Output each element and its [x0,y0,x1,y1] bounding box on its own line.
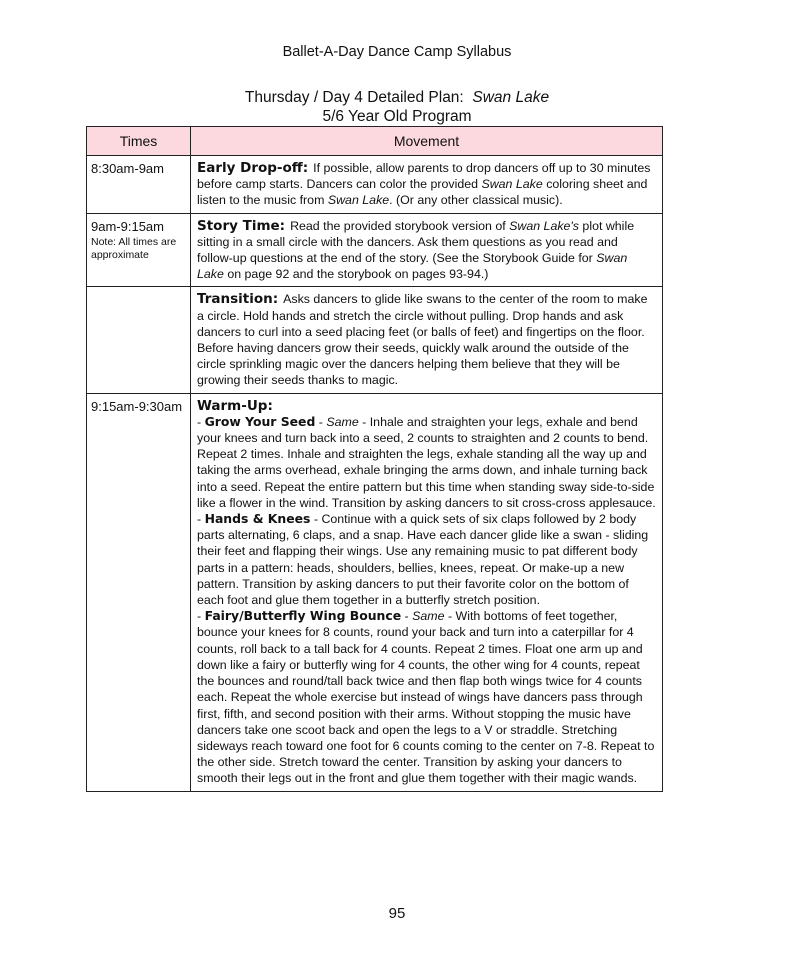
plan-title-ballet: Swan Lake [472,89,550,106]
time-cell [87,156,191,214]
body-text: . (Or any other classical music). [389,193,563,208]
section-title: Warm-Up: [197,397,273,414]
table-header-row [87,127,663,156]
time-cell [87,393,191,791]
body-text: plot while sitting in a small circle with the dancers. Ask them questions as you read and follow-up questions at the end of the story. (See the Storybook Guide for [197,218,635,266]
page-number: 95 [388,905,406,922]
warmup-exercise: - Grow Your Seed - Same - Inhale and straighten your legs, exhale and bend your knees and turn back into a seed, 2 counts to straighten and 2 counts to bend. Repeat 2 times. Inhale and straighten the legs, exhale standing all the way up and taking the arms overhead, exhale bringing the arms down, and inhale turning back into a seed. Repeat the entire pattern but this time when standing sway side-to-side like a flower in the wind. Transition by asking dancers to sit cross-cross applesauce. [197,413,656,510]
table-row [87,213,663,287]
italic-title-text: Swan Lake's [509,218,579,233]
movement-cell [191,213,663,287]
table-row [87,156,663,214]
exercise-text: Continue with a quick sets of six claps followed by 2 body parts alternating, 6 claps, and a snap. Have each dancer glide like a swan - sliding their feet and flapping their wings. Use any remaining music to pat different body parts in a pattern: heads, shoulders, bellies, knees, repeat. Or make-up a new pattern. Transition by asking dancers to put their favorite color on the bottom of each foot and glue them together in a butterfly stretch position. [197,512,649,608]
movement-cell [191,156,663,214]
table-row [87,287,663,393]
time-cell [87,213,191,287]
section-title: Early Drop-off: [197,160,309,176]
exercise-text: Inhale and straighten your legs, exhale and bend your knees and turn back into a seed, 2 counts to straighten and 2 counts to bend. Repeat 2 times. Inhale and straighten the legs, exhale standing all the way up and taking the arms overhead, exhale bringing the arms down, and inhale turning back into a seed. Repeat the entire pattern but this time when standing sway side-to-side like a flower in the wind. Transition by asking dancers to sit cross-cross applesauce. [197,414,656,510]
movement-cell [191,393,663,791]
column-header-times: Times [87,127,191,156]
section-title: Story Time: [197,217,286,234]
program-title: 5/6 Year Old Program [322,108,472,125]
exercise-name: Grow Your Seed [204,413,316,429]
italic-title-text: Swan Lake [481,177,543,192]
music-note: Same [326,414,359,429]
italic-title-text: Swan Lake [197,251,628,282]
music-note: Same [412,609,445,624]
document-title: Ballet-A-Day Dance Camp Syllabus [282,44,512,60]
exercise-name: Fairy/Butterfly Wing Bounce [204,608,402,624]
time-note: Note: All times are approximate [91,235,177,261]
body-text: coloring sheet and listen to the music from [197,177,648,208]
italic-title-text: Swan Lake [327,193,390,208]
time-cell [87,287,191,393]
warmup-exercise: - Hands & Knees - Continue with a quick sets of six claps followed by 2 body parts alternating, 6 claps, and a snap. Have each dancer glide like a swan - sliding their feet and flapping their wings. Use any remaining music to pat different body parts in a pattern: heads, shoulders, bellies, knees, repeat. Or make-up a new pattern. Transition by asking dancers to put their favorite color on the bottom of each foot and glue them together in a butterfly stretch position. [197,511,649,608]
time-range: 8:30am-9am [91,161,164,176]
column-header-movement: Movement [191,127,663,156]
schedule-table [86,126,663,792]
warmup-exercise: - Fairy/Butterfly Wing Bounce - Same - With bottoms of feet together, bounce your knees for 8 counts, round your back and turn into a caterpillar for 4 counts, roll back to a tall back for 4 counts. Repeat 2 times. Float one arm up and down like a fairy or butterfly wing for 4 counts, the other wing for 4 counts, repeat the bounces and round/tall back twice and then flap both wings twice for 4 counts each. Repeat the whole exercise but instead of wings have dancers pass through first, fifth, and second position with their arms. Without stopping the music have dancers take one scoot back and open the legs to a V or straddle. Stretching sideways reach toward one foot for 6 counts coming to the center on 7-8. Repeat to the other side. Stretch toward the center. Transition by asking your dancers to smooth their legs out in the front and glue them together with their magic wands. [197,608,655,786]
body-text: If possible, allow parents to drop dancers off up to 30 minutes before camp starts. Dancers can color the provided [197,161,651,192]
section-title: Transition: [197,291,279,308]
body-text: on page 92 and the storybook on pages 93-94.) [223,267,489,282]
schedule-rows [87,156,663,792]
exercise-name: Hands & Knees [204,511,311,527]
plan-title-prefix: Thursday / Day 4 Detailed Plan: [244,89,464,106]
movement-cell [191,287,663,393]
body-text: Asks dancers to glide like swans to the center of the room to make a circle. Hold hands and stretch the circle without pulling. Drop hands and ask dancers to curl into a seed placing feet (or balls of feet) and fingertips on the floor. Before having dancers grow their seeds, quickly walk around the outside of the circle sprinkling magic over the dancers helping them believe that they will be growing their seeds thanks to magic. [197,292,648,388]
table-row [87,393,663,791]
exercise-text: With bottoms of feet together, bounce your knees for 8 counts, round your back and turn into a caterpillar for 4 counts, roll back to a tall back for 4 counts. Repeat 2 times. Float one arm up and down like a fairy or butterfly wing for 4 counts, the other wing for 4 counts, repeat the bounces and round/tall back twice and then flap both wings twice for 4 counts each. Repeat the whole exercise but instead of wings have dancers pass through first, fifth, and second position with their arms. Without stopping the music have dancers take one scoot back and open the legs to a V or straddle. Stretching sideways reach toward one foot for 6 counts coming to the center on 7-8. Repeat to the other side. Stretch toward the center. Transition by asking your dancers to smooth their legs out in the front and glue them together with their magic wands. [197,609,655,786]
plan-title [0,89,794,107]
body-text: Read the provided storybook version of [290,218,510,233]
time-range: 9:15am-9:30am [91,398,183,414]
time-range: 9am-9:15am [91,218,164,234]
